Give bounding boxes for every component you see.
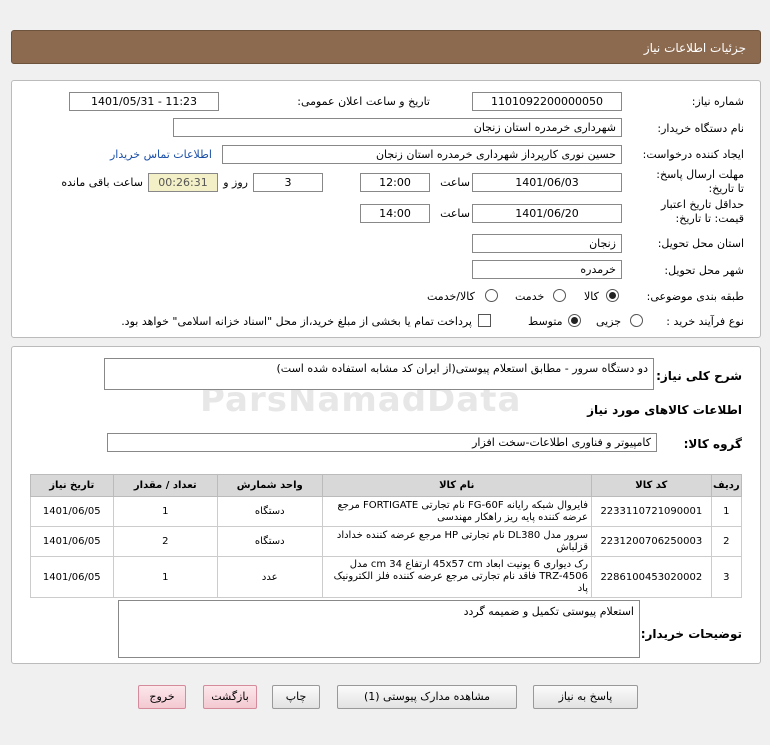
items-header-row <box>31 475 742 497</box>
category-option-service: خدمت <box>515 290 545 303</box>
summary-label: شرح کلی نیاز: <box>656 369 742 383</box>
reply-deadline-label: مهلت ارسال پاسخ: تا تاریخ: <box>656 168 744 195</box>
buyer-org-label: نام دستگاه خریدار: <box>657 122 744 135</box>
cell-need-date: 1401/06/05 <box>31 527 114 557</box>
reply-button[interactable]: پاسخ به نیاز <box>533 685 638 709</box>
cell-quantity: 1 <box>113 557 218 598</box>
page-header <box>11 30 761 64</box>
table-row <box>31 557 742 598</box>
col-quantity: تعداد / مقدار <box>113 475 218 497</box>
category-option-goods-service: کالا/خدمت <box>427 290 475 303</box>
col-unit: واحد شمارش <box>218 475 323 497</box>
creator-label: ایجاد کننده درخواست: <box>642 148 744 161</box>
cell-need-date: 1401/06/05 <box>31 557 114 598</box>
days-and-label: روز و <box>223 176 248 189</box>
table-row <box>31 527 742 557</box>
creator-field: حسین نوری کارپرداز شهرداری خرمدره استان زنجان <box>222 145 622 164</box>
validity-time-label: ساعت <box>440 207 470 220</box>
cell-item-code: 2231200706250003 <box>592 527 712 557</box>
buyer-notes-field: استعلام پیوستی تکمیل و ضمیمه گردد <box>118 600 640 658</box>
need-number-label: شماره نیاز: <box>691 95 744 108</box>
cell-row-index: 1 <box>711 497 741 527</box>
cell-need-date: 1401/06/05 <box>31 497 114 527</box>
buyer-org-field: شهرداری خرمدره استان زنجان <box>173 118 622 137</box>
category-radio-goods[interactable] <box>606 289 619 302</box>
back-button[interactable]: بازگشت <box>203 685 257 709</box>
price-validity-label: حداقل تاریخ اعتبار قیمت: تا تاریخ: <box>660 198 744 225</box>
table-row <box>31 497 742 527</box>
city-field: خرمدره <box>472 260 622 279</box>
items-table <box>30 474 742 598</box>
need-number-field: 1101092200000050 <box>472 92 622 111</box>
cell-item-name: فایروال شبکه رایانه FG-60F نام تجارتی FORTIGATE مرجع عرضه کننده پایه ریز راهکار مهندسی <box>322 497 592 527</box>
print-button[interactable]: چاپ <box>272 685 320 709</box>
cell-quantity: 1 <box>113 497 218 527</box>
buyer-notes-label: توضیحات خریدار: <box>640 627 742 641</box>
cell-row-index: 3 <box>711 557 741 598</box>
announce-label: تاریخ و ساعت اعلان عمومی: <box>297 95 430 108</box>
remaining-time-label: ساعت باقی مانده <box>61 176 143 189</box>
validity-date-field: 1401/06/20 <box>472 204 622 223</box>
group-label: گروه کالا: <box>683 437 742 451</box>
col-item-name: نام کالا <box>322 475 592 497</box>
col-row-index: ردیف <box>711 475 741 497</box>
days-field: 3 <box>253 173 323 192</box>
remaining-time-field: 00:26:31 <box>148 173 218 192</box>
process-radio-minor[interactable] <box>630 314 643 327</box>
province-field: زنجان <box>472 234 622 253</box>
cell-unit: عدد <box>218 557 323 598</box>
items-section-title: اطلاعات کالاهای مورد نیاز <box>587 403 742 417</box>
reply-time-label: ساعت <box>440 176 470 189</box>
summary-field: دو دستگاه سرور - مطابق استعلام پیوستی(از ایران کد مشابه استفاده شده است) <box>104 358 654 390</box>
process-option-minor: جزیی <box>596 315 622 328</box>
reply-date-field: 1401/06/03 <box>472 173 622 192</box>
process-radio-medium[interactable] <box>568 314 581 327</box>
page-title: جزئیات اطلاعات نیاز <box>643 41 746 55</box>
treasury-payment-checkbox[interactable] <box>478 314 491 327</box>
view-attachments-button[interactable]: مشاهده مدارک پیوستی (1) <box>337 685 517 709</box>
cell-item-name: رک دیواری 6 یونیت ابعاد 45x57 cm ارتفاع 34 cm مدل TRZ-4506 فاقد نام تجارتی مرجع عرضه کننده فلز الکترونیک پاد <box>322 557 592 598</box>
category-option-goods: کالا <box>584 290 599 303</box>
cell-unit: دستگاه <box>218 497 323 527</box>
cell-row-index: 2 <box>711 527 741 557</box>
payment-note: پرداخت تمام یا بخشی از مبلغ خرید،از محل "اسناد خزانه اسلامی" خواهد بود. <box>121 315 472 328</box>
announce-datetime-field: 1401/05/31 - 11:23 <box>69 92 219 111</box>
category-radio-goods-service[interactable] <box>485 289 498 302</box>
cell-unit: دستگاه <box>218 527 323 557</box>
process-label: نوع فرآیند خرید : <box>666 315 744 328</box>
cell-item-code: 2286100453020002 <box>592 557 712 598</box>
province-label: استان محل تحویل: <box>657 237 744 250</box>
col-need-date: تاریخ نیاز <box>31 475 114 497</box>
exit-button[interactable]: خروج <box>138 685 186 709</box>
category-label: طبقه بندی موضوعی: <box>646 290 744 303</box>
validity-time-field: 14:00 <box>360 204 430 223</box>
cell-item-name: سرور مدل DL380 نام تجارتی HP مرجع عرضه کننده خداداد قزلباش <box>322 527 592 557</box>
group-field: کامپیوتر و فناوری اطلاعات-سخت افزار <box>107 433 657 452</box>
process-option-medium: متوسط <box>528 315 563 328</box>
city-label: شهر محل تحویل: <box>664 264 744 277</box>
cell-item-code: 2233110721090001 <box>592 497 712 527</box>
reply-time-field: 12:00 <box>360 173 430 192</box>
buyer-contact-link[interactable]: اطلاعات تماس خریدار <box>110 148 212 161</box>
cell-quantity: 2 <box>113 527 218 557</box>
category-radio-service[interactable] <box>553 289 566 302</box>
col-item-code: کد کالا <box>592 475 712 497</box>
